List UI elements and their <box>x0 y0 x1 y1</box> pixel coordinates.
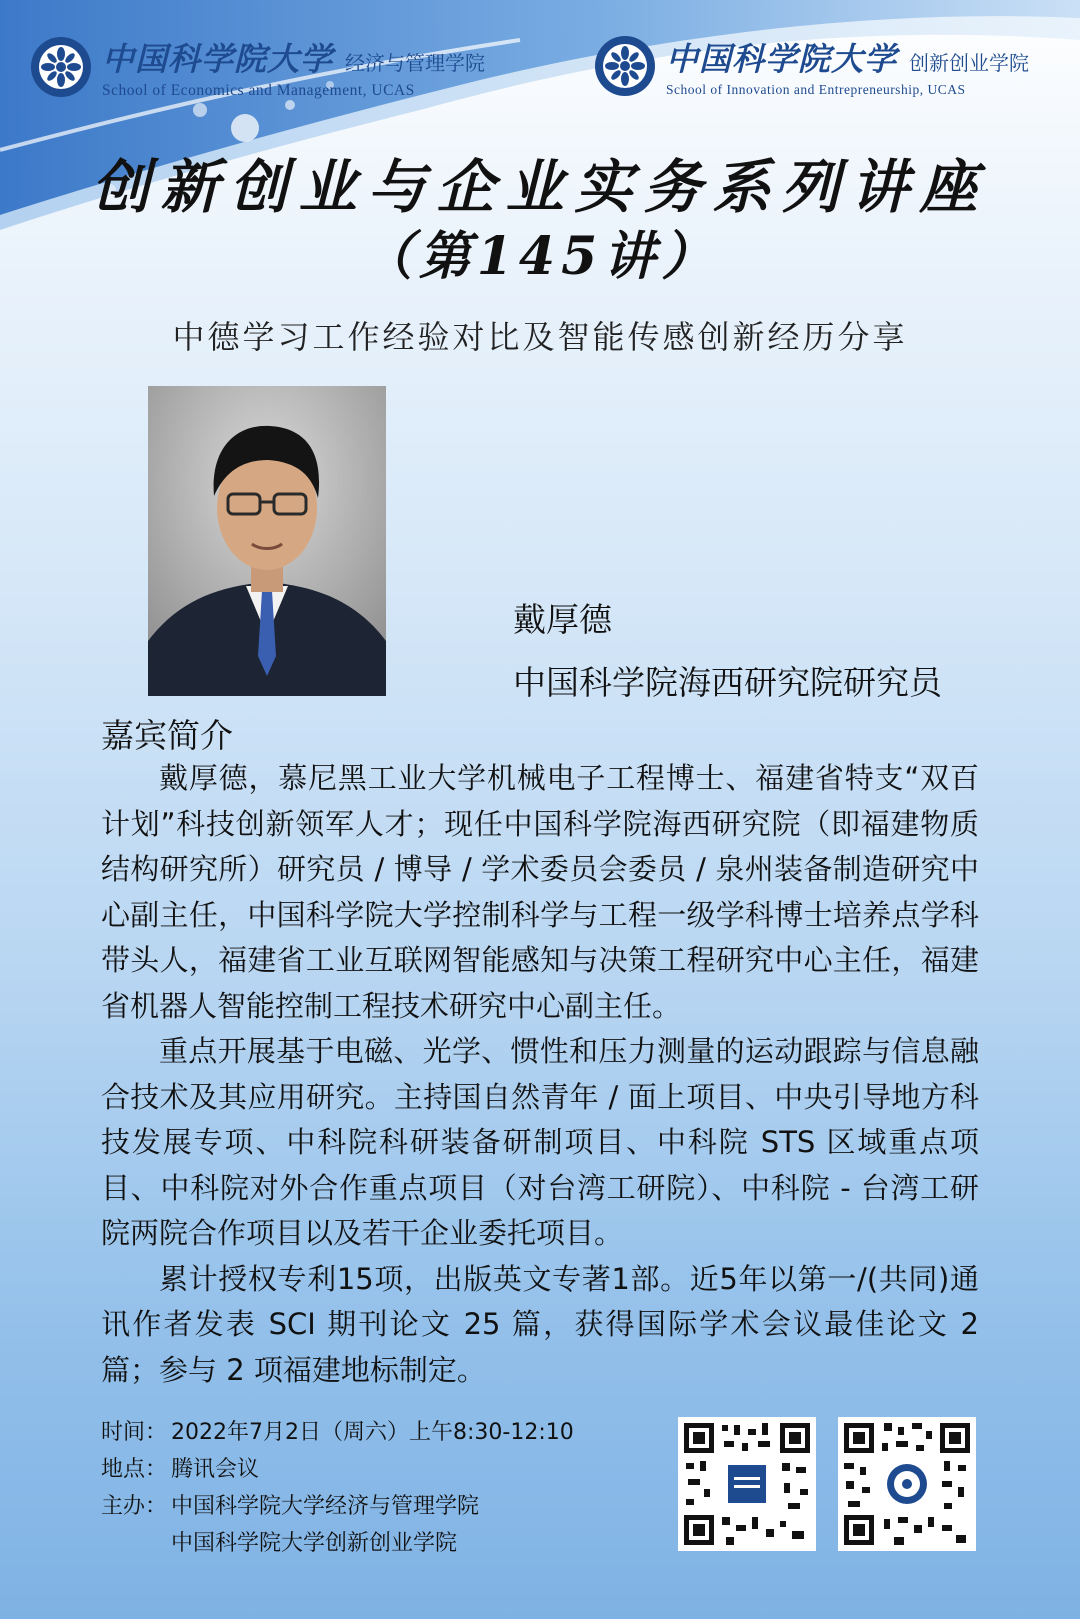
ucas-sie-logo <box>594 34 1029 98</box>
qr-code-icon[interactable] <box>838 1417 976 1551</box>
time-label: 时间： <box>101 1420 168 1445</box>
qr-code-icon[interactable] <box>678 1417 816 1551</box>
right-logo-en: School of Innovation and Entrepreneurship, UCAS <box>666 82 966 97</box>
right-logo-cn: 中国科学院大学 <box>666 40 898 78</box>
lecture-topic: 中德学习工作经验对比及智能传感创新经历分享 <box>172 318 908 356</box>
left-logo-dept: 经济与管理学院 <box>345 51 486 75</box>
ucas-seal-icon <box>594 35 656 97</box>
left-logo-en: School of Economics and Management, UCAS <box>102 82 415 99</box>
lecture-series-title: 创新创业与企业实务系列讲座 <box>91 153 989 221</box>
event-place: 腾讯会议 <box>171 1457 260 1482</box>
event-host: 中国科学院大学经济与管理学院 <box>171 1494 480 1519</box>
event-info <box>101 1414 574 1562</box>
bio-paragraph: 重点开展基于电磁、光学、惯性和压力测量的运动跟踪与信息融合技术及其应用研究。主持国自然青年 / 面上项目、中央引导地方科技发展专项、中科院科研装备研制项目、中科院 STS 区域重点项目、中科院对外合作重点项目（对台湾工研院）、中科院 - 台湾工研院两院合作项目以及若干企业委托项目。 <box>101 1034 979 1250</box>
place-label: 地点： <box>101 1457 168 1482</box>
ucas-sem-logo <box>30 34 485 100</box>
bio-paragraph: 戴厚德，慕尼黑工业大学机械电子工程博士、福建省特支“双百计划”科技创新领军人才；现任中国科学院海西研究院（即福建物质结构研究所）研究员 / 博导 / 学术委员会委员 / 泉州装备制造研究中心副主任，中国科学院大学控制科学与工程一级学科博士培养点学科带头人，福建省工业互联网智能感知与决策工程研究中心主任，福建省机器人智能控制工程技术研究中心副主任。 <box>101 761 979 1023</box>
event-time: 2022年7月2日（周六）上午8:30-12:10 <box>171 1420 574 1445</box>
speaker-title: 中国科学院海西研究院研究员 <box>513 663 942 702</box>
host-label: 主办： <box>101 1494 168 1519</box>
lecture-number: （第145讲） <box>360 226 720 287</box>
speaker-name: 戴厚德 <box>513 600 612 639</box>
qr-code-left <box>678 1417 816 1551</box>
speaker-photo <box>148 386 386 696</box>
event-host: 中国科学院大学创新创业学院 <box>171 1531 458 1556</box>
bio-paragraph: 累计授权专利15项，出版英文专著1部。近5年以第一/(共同)通讯作者发表 SCI 期刊论文 25 篇，获得国际学术会议最佳论文 2 篇；参与 2 项福建地标制定。 <box>101 1261 979 1387</box>
right-logo-dept: 创新创业学院 <box>909 51 1030 75</box>
left-logo-cn: 中国科学院大学 <box>102 40 334 78</box>
qr-code-right <box>838 1417 976 1551</box>
ucas-seal-icon <box>30 36 92 98</box>
bio-heading: 嘉宾简介 <box>101 716 233 755</box>
bio-text <box>101 756 979 1393</box>
